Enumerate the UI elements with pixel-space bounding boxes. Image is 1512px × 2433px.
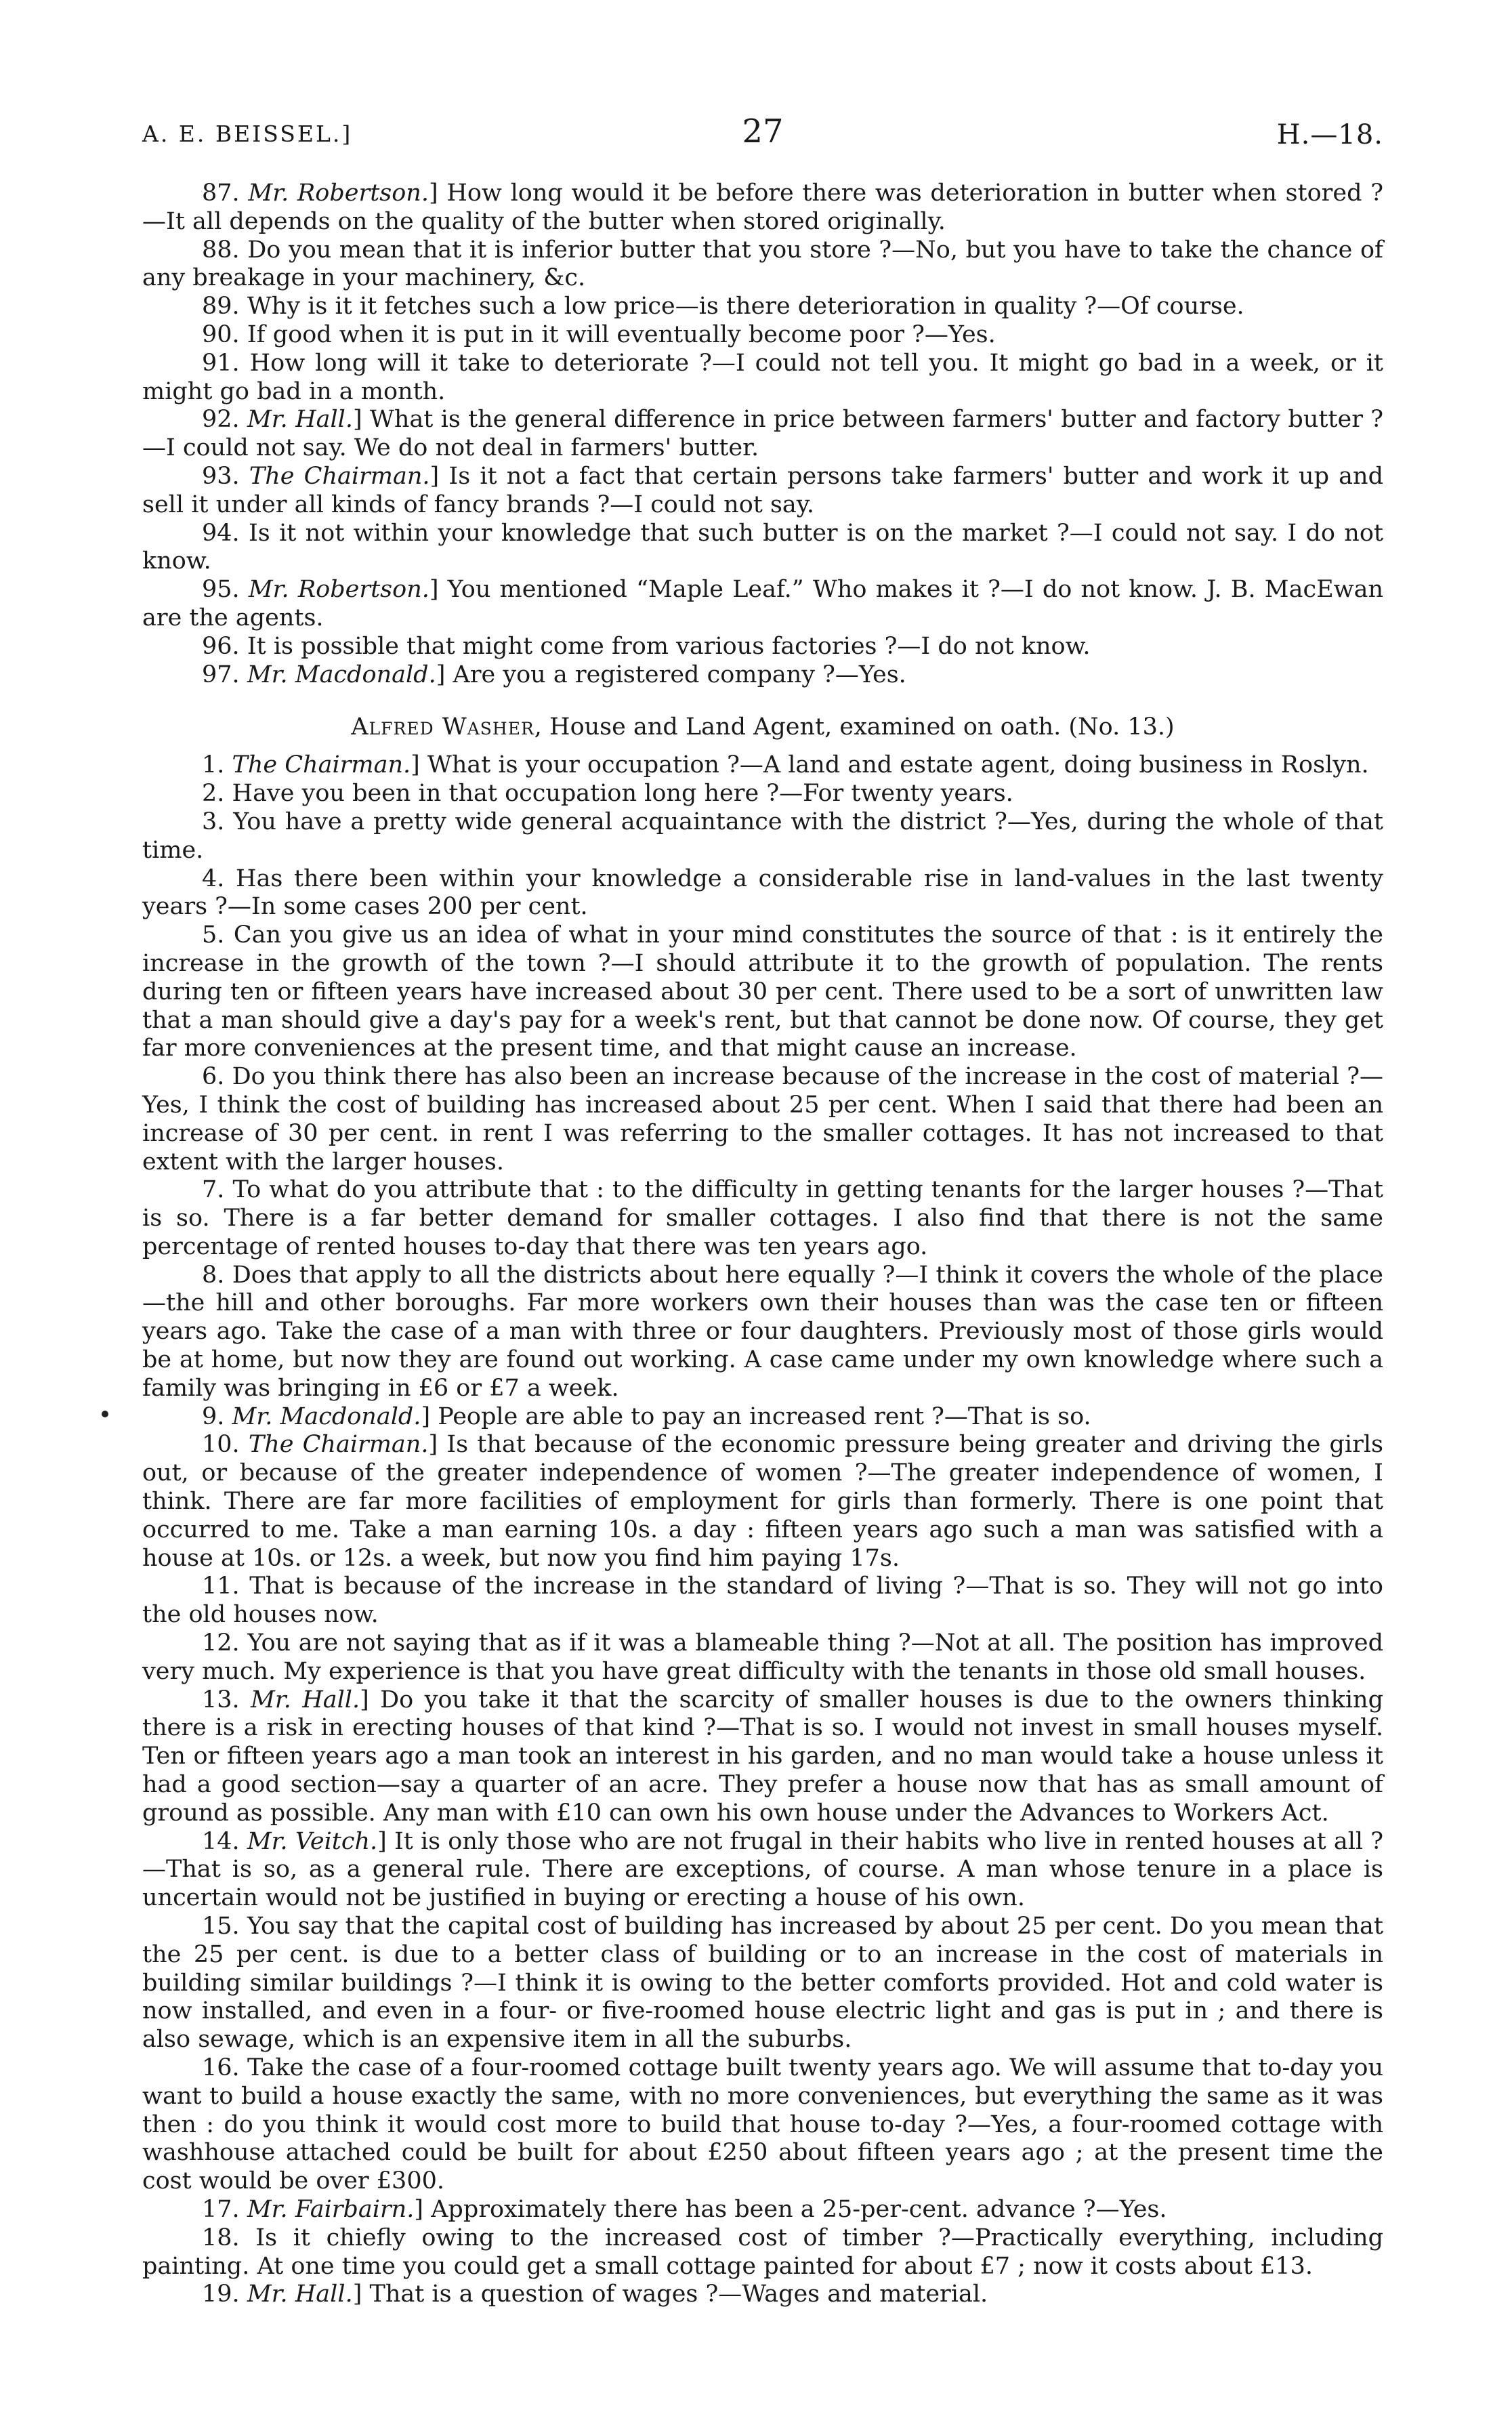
speaker-name: Mr. Hall. bbox=[247, 2281, 353, 2308]
question-text: Have you been in that occupation long here ?—For twenty years. bbox=[232, 780, 1013, 808]
question-number: 2. bbox=[202, 780, 225, 808]
witness-name: Alfred Washer bbox=[351, 713, 534, 741]
question-paragraph bbox=[142, 293, 1383, 321]
question-text: Is it not within your knowledge that such butter is on the market ?—I could not say. I do not know. bbox=[142, 519, 1383, 575]
margin-mark bbox=[102, 1411, 108, 1417]
speaker-name: Mr. Veitch. bbox=[247, 1827, 378, 1855]
question-text: ] Is it not a fact that certain persons take farmers' butter and work it up and sell it under all kinds of fancy brands ?—I could not say. bbox=[142, 462, 1383, 518]
question-paragraph bbox=[142, 2196, 1383, 2224]
speaker-name: Mr. Macdonald. bbox=[232, 1402, 421, 1430]
question-text: ] That is a question of wages ?—Wages and material. bbox=[352, 2281, 988, 2308]
question-paragraph bbox=[142, 1913, 1383, 2054]
question-number: 16. bbox=[202, 2054, 240, 2081]
testimony-section-beissel bbox=[142, 180, 1383, 689]
question-paragraph bbox=[142, 180, 1383, 236]
question-paragraph bbox=[142, 350, 1383, 407]
question-text: ] It is only those who are not frugal in their habits who live in rented houses at all ?—That is so, as a general rule. There are exceptions, of course. A man whose tenure in a place is uncertain would not be justified in buying or erecting a house of his own. bbox=[142, 1827, 1383, 1912]
question-paragraph bbox=[142, 1573, 1383, 1629]
question-number: 92. bbox=[202, 406, 240, 434]
question-paragraph bbox=[142, 1063, 1383, 1176]
speaker-name: Mr. Robertson. bbox=[248, 576, 429, 604]
question-number: 19. bbox=[202, 2281, 240, 2308]
question-number: 95. bbox=[202, 576, 240, 604]
question-number: 90. bbox=[202, 320, 240, 348]
question-number: 97. bbox=[202, 661, 240, 688]
question-text: ] Are you a registered company ?—Yes. bbox=[436, 661, 906, 688]
question-number: 14. bbox=[202, 1827, 240, 1855]
question-paragraph bbox=[142, 576, 1383, 633]
question-number: 12. bbox=[202, 1629, 240, 1657]
question-paragraph bbox=[142, 1686, 1383, 1828]
question-paragraph bbox=[142, 751, 1383, 780]
question-number: 1. bbox=[202, 751, 225, 779]
question-paragraph bbox=[142, 1629, 1383, 1686]
question-text: Does that apply to all the districts about here equally ?—I think it covers the whole of the place —the hill and other boroughs. Far more workers own their houses than was the case ten or fifteen years ago. Take the case of a man with three or four daughters. Previously most of those girls would be at home, but now they are found out working. A case came under my own knowledge where such a family was bringing in £6 or £7 a week. bbox=[142, 1261, 1383, 1402]
question-paragraph bbox=[142, 236, 1383, 293]
header-witness-name: A. E. BEISSEL.] bbox=[142, 121, 353, 147]
question-text: It is possible that might come from various factories ?—I do not know. bbox=[247, 632, 1091, 660]
witness-heading bbox=[142, 712, 1383, 742]
running-header bbox=[142, 112, 1383, 157]
question-paragraph bbox=[142, 2054, 1383, 2196]
question-paragraph bbox=[142, 865, 1383, 922]
question-number: 4. bbox=[202, 865, 225, 892]
question-number: 87. bbox=[202, 180, 240, 207]
question-paragraph bbox=[142, 661, 1383, 690]
question-number: 9. bbox=[202, 1402, 225, 1430]
question-paragraph bbox=[142, 1431, 1383, 1573]
question-paragraph bbox=[142, 321, 1383, 350]
question-text: ] Approximately there has been a 25-per-cent. advance ?—Yes. bbox=[414, 2195, 1167, 2223]
question-number: 88. bbox=[202, 236, 240, 264]
question-text: Can you give us an idea of what in your mind constitutes the source of that : is it entirely the increase in the growth of the town ?—I should attribute it to the growth of population. The rents during ten or fifteen years have increased about 30 per cent. There used to be a sort of unwritten law that a man should give a day's pay for a week's rent, but that cannot be done now. Of course, they get far more conveniences at the present time, and that might cause an increase. bbox=[142, 921, 1383, 1062]
question-number: 5. bbox=[202, 921, 225, 949]
speaker-name: Mr. Hall. bbox=[247, 406, 353, 434]
witness-description: , House and Land Agent, examined on oath. (No. 13.) bbox=[534, 713, 1175, 741]
question-number: 10. bbox=[202, 1431, 240, 1459]
document-body bbox=[142, 180, 1383, 2309]
question-paragraph bbox=[142, 2224, 1383, 2281]
question-text: You say that the capital cost of building has increased by about 25 per cent. Do you mean that the 25 per cent. is due to a better class of building or to an increase in the cost of materials in building similar buildings ?—I think it is owing to the better comforts provided. Hot and cold water is now installed, and even in a four- or five-roomed house electric light and gas is put in ; and there is also sewage, which is an expensive item in all the suburbs. bbox=[142, 1913, 1383, 2054]
question-text: To what do you attribute that : to the difficulty in getting tenants for the larger houses ?—That is so. There is a far better demand for smaller cottages. I also find that there is not the same percentage of rented houses to-day that there was ten years ago. bbox=[142, 1176, 1383, 1260]
question-paragraph bbox=[142, 633, 1383, 661]
question-text: ] What is the general difference in price between farmers' butter and factory butter ?—I could not say. We do not deal in farmers' butter. bbox=[142, 406, 1383, 462]
question-paragraph bbox=[142, 520, 1383, 577]
question-paragraph bbox=[142, 463, 1383, 520]
testimony-section-washer bbox=[142, 751, 1383, 2309]
question-paragraph bbox=[142, 1828, 1383, 1913]
question-text: ] Is that because of the economic pressure being greater and driving the girls out, or because of the greater independence of women ?—The greater independence of women, I think. There are far more facilities of employment for girls than formerly. There is one point that occurred to me. Take a man earning 10s. a day : fifteen years ago such a man was satisfied with a house at 10s. or 12s. a week, but now you find him paying 17s. bbox=[142, 1431, 1384, 1572]
question-text: That is because of the increase in the standard of living ?—That is so. They will not go into the old houses now. bbox=[142, 1573, 1383, 1629]
question-text: ] How long would it be before there was deterioration in butter when stored ?—It all depends on the quality of the butter when stored originally. bbox=[142, 180, 1383, 235]
question-number: 13. bbox=[202, 1686, 240, 1713]
question-number: 91. bbox=[202, 349, 240, 377]
question-number: 11. bbox=[202, 1573, 240, 1600]
question-text: Do you mean that it is inferior butter that you store ?—No, but you have to take the chance of any breakage in your machinery, &c. bbox=[142, 236, 1383, 292]
question-paragraph bbox=[142, 1403, 1383, 1432]
question-paragraph bbox=[142, 780, 1383, 808]
speaker-name: Mr. Fairbairn. bbox=[247, 2195, 415, 2223]
question-text: Do you think there has also been an increase because of the increase in the cost of material ?—Yes, I think the cost of building has increased about 25 per cent. When I said that there had been an increase of 30 per cent. in rent I was referring to the smaller cottages. It has not increased to that extent with the larger houses. bbox=[142, 1063, 1383, 1176]
question-text: If good when it is put in it will eventually become poor ?—Yes. bbox=[247, 320, 996, 348]
question-text: ] Do you take it that the scarcity of smaller houses is due to the owners thinking there is a risk in erecting houses of that kind ?—That is so. I would not invest in small houses myself. Ten or fifteen years ago a man took an interest in his garden, and no man would take a house unless it had a good section—say a quarter of an acre. They prefer a house now that has as small amount of ground as possible. Any man with £10 can own his own house under the Advances to Workers Act. bbox=[142, 1686, 1383, 1827]
question-paragraph bbox=[142, 1262, 1383, 1403]
page-number: 27 bbox=[742, 112, 784, 150]
question-number: 96. bbox=[202, 632, 240, 660]
question-text: ] What is your occupation ?—A land and estate agent, doing business in Roslyn. bbox=[411, 751, 1369, 779]
speaker-name: Mr. Hall. bbox=[251, 1686, 360, 1713]
question-text: Is it chiefly owing to the increased cost of timber ?—Practically everything, including painting. At one time you could get a small cottage painted for about £7 ; now it costs about £13. bbox=[142, 2224, 1383, 2280]
question-paragraph bbox=[142, 921, 1383, 1063]
question-text: Has there been within your knowledge a considerable rise in land-values in the last twenty years ?—In some cases 200 per cent. bbox=[142, 865, 1383, 921]
question-number: 7. bbox=[202, 1176, 225, 1204]
speaker-name: The Chairman. bbox=[249, 462, 430, 490]
paper-reference: H.—18. bbox=[1276, 119, 1383, 150]
speaker-name: The Chairman. bbox=[232, 751, 411, 779]
speaker-name: Mr. Robertson. bbox=[248, 180, 429, 207]
question-text: You have a pretty wide general acquaintance with the district ?—Yes, during the whole of that time. bbox=[142, 808, 1383, 864]
question-number: 3. bbox=[202, 808, 225, 835]
question-text: ] You mentioned “Maple Leaf.” Who makes it ?—I do not know. J. B. MacEwan are the agents. bbox=[142, 576, 1383, 631]
question-number: 93. bbox=[202, 462, 240, 490]
question-number: 8. bbox=[202, 1261, 225, 1289]
question-number: 94. bbox=[202, 519, 240, 547]
question-paragraph bbox=[142, 808, 1383, 865]
question-paragraph bbox=[142, 406, 1383, 463]
question-text: Why is it it fetches such a low price—is there deterioration in quality ?—Of course. bbox=[247, 293, 1244, 320]
question-number: 6. bbox=[202, 1063, 225, 1091]
question-text: ] People are able to pay an increased rent ?—That is so. bbox=[421, 1402, 1091, 1430]
question-number: 18. bbox=[202, 2224, 240, 2251]
question-text: Take the case of a four-roomed cottage built twenty years ago. We will assume that to-day you want to build a house exactly the same, with no more conveniences, but everything the same as it was then : do you think it would cost more to build that house to-day ?—Yes, a four-roomed cottage with washhouse attached could be built for about £250 about fifteen years ago ; at the present time the cost would be over £300. bbox=[142, 2054, 1383, 2195]
question-paragraph bbox=[142, 2281, 1383, 2309]
question-number: 15. bbox=[202, 1913, 240, 1940]
speaker-name: Mr. Macdonald. bbox=[247, 661, 436, 688]
question-paragraph bbox=[142, 1176, 1383, 1261]
question-text: How long will it take to deteriorate ?—I could not tell you. It might go bad in a week, or it might go bad in a month. bbox=[142, 349, 1383, 405]
speaker-name: The Chairman. bbox=[248, 1431, 429, 1459]
question-number: 89. bbox=[202, 293, 240, 320]
question-text: You are not saying that as if it was a blameable thing ?—Not at all. The position has improved very much. My experience is that you have great difficulty with the tenants in those old small houses. bbox=[142, 1629, 1383, 1685]
question-number: 17. bbox=[202, 2195, 240, 2223]
